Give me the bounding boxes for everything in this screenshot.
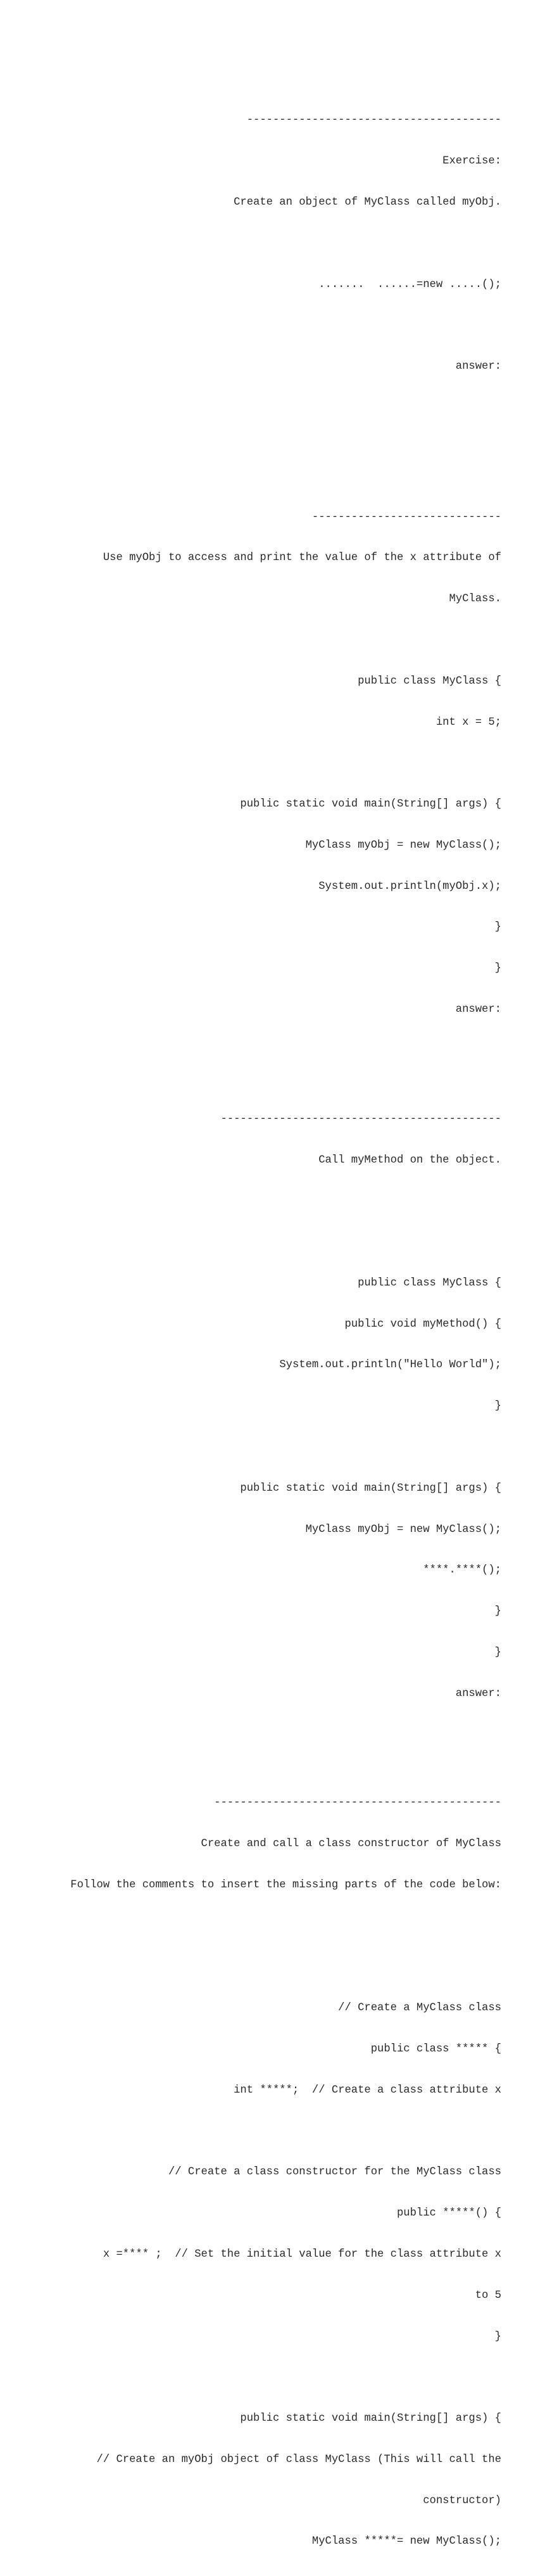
- blank-line: [8, 634, 501, 647]
- blank-line: [8, 1920, 501, 1934]
- blank-line: [8, 401, 501, 415]
- code-line: System.out.println(myObj.x);: [318, 880, 501, 893]
- code-line: // Create a MyClass class: [338, 2002, 501, 2015]
- blank-line: [8, 1728, 501, 1742]
- code-line: x =**** ; // Set the initial value for the class attribute x: [103, 2248, 501, 2260]
- code-line: System.out.println("Hello World");: [279, 1359, 501, 1372]
- code-line: int *****; // Create a class attribute x: [234, 2084, 501, 2096]
- exercise-instruction: Use myObj to access and print the value of the x attribute of: [103, 552, 501, 564]
- blank-line: [8, 756, 501, 770]
- exercise-instruction: Follow the comments to insert the missing parts of the code below:: [70, 1878, 501, 1891]
- code-line: MyClass myObj = new MyClass();: [305, 839, 501, 851]
- code-line: public class MyClass {: [358, 1277, 501, 1289]
- exercise-instruction: Create and call a class constructor of MyClass: [201, 1838, 501, 1851]
- code-line: int x = 5;: [436, 716, 501, 729]
- exercise-instruction: MyClass.: [449, 593, 501, 606]
- code-line: public class MyClass {: [358, 675, 501, 687]
- answer-label: answer:: [455, 1687, 501, 1700]
- section-separator: ---------------------------------------: [246, 114, 501, 127]
- code-line: public void myMethod() {: [344, 1318, 501, 1330]
- blank-line: [8, 237, 501, 251]
- code-line: // Create a class constructor for the MyClass class: [168, 2166, 501, 2179]
- code-line: public static void main(String[] args) {: [240, 2413, 501, 2425]
- code-line: public class ***** {: [370, 2043, 501, 2056]
- code-line: ....... ......=new .....();: [318, 278, 501, 291]
- blank-line: [8, 1961, 501, 1975]
- answer-label: answer:: [455, 1003, 501, 1016]
- blank-line: [8, 319, 501, 333]
- section-separator: -----------------------------: [311, 511, 501, 523]
- exercise-instruction: Call myMethod on the object.: [318, 1154, 501, 1166]
- code-line: }: [494, 1400, 501, 1413]
- answer-label: answer:: [455, 360, 501, 373]
- code-line: public *****() {: [396, 2207, 501, 2220]
- blank-line: [8, 1194, 501, 1208]
- code-line: // Create an myObj object of class MyClass (This will call the: [96, 2453, 501, 2466]
- code-line: }: [494, 921, 501, 934]
- code-line: }: [494, 962, 501, 975]
- code-line: MyClass myObj = new MyClass();: [305, 1523, 501, 1536]
- blank-line: [8, 1044, 501, 1058]
- section-separator: --------------------------------------------: [214, 1797, 501, 1809]
- code-line: constructor): [423, 2494, 501, 2507]
- code-line: to 5: [475, 2289, 501, 2302]
- code-line: ****.****();: [423, 1564, 501, 1577]
- blank-line: [8, 442, 501, 456]
- blank-line: [8, 2371, 501, 2385]
- section-separator: -------------------------------------------: [220, 1113, 501, 1125]
- blank-line: [8, 1235, 501, 1249]
- exercise-heading: Exercise:: [442, 155, 501, 168]
- code-line: public static void main(String[] args) {: [240, 1482, 501, 1495]
- blank-line: [8, 2125, 501, 2139]
- code-line: }: [494, 1646, 501, 1659]
- code-line: MyClass *****= new MyClass();: [311, 2535, 501, 2548]
- exercise-document: [8, 59, 501, 2576]
- blank-line: [8, 1441, 501, 1455]
- code-line: }: [494, 1605, 501, 1618]
- code-line: }: [494, 2330, 501, 2343]
- code-line: public static void main(String[] args) {: [240, 798, 501, 811]
- exercise-instruction: Create an object of MyClass called myObj.: [234, 196, 501, 208]
